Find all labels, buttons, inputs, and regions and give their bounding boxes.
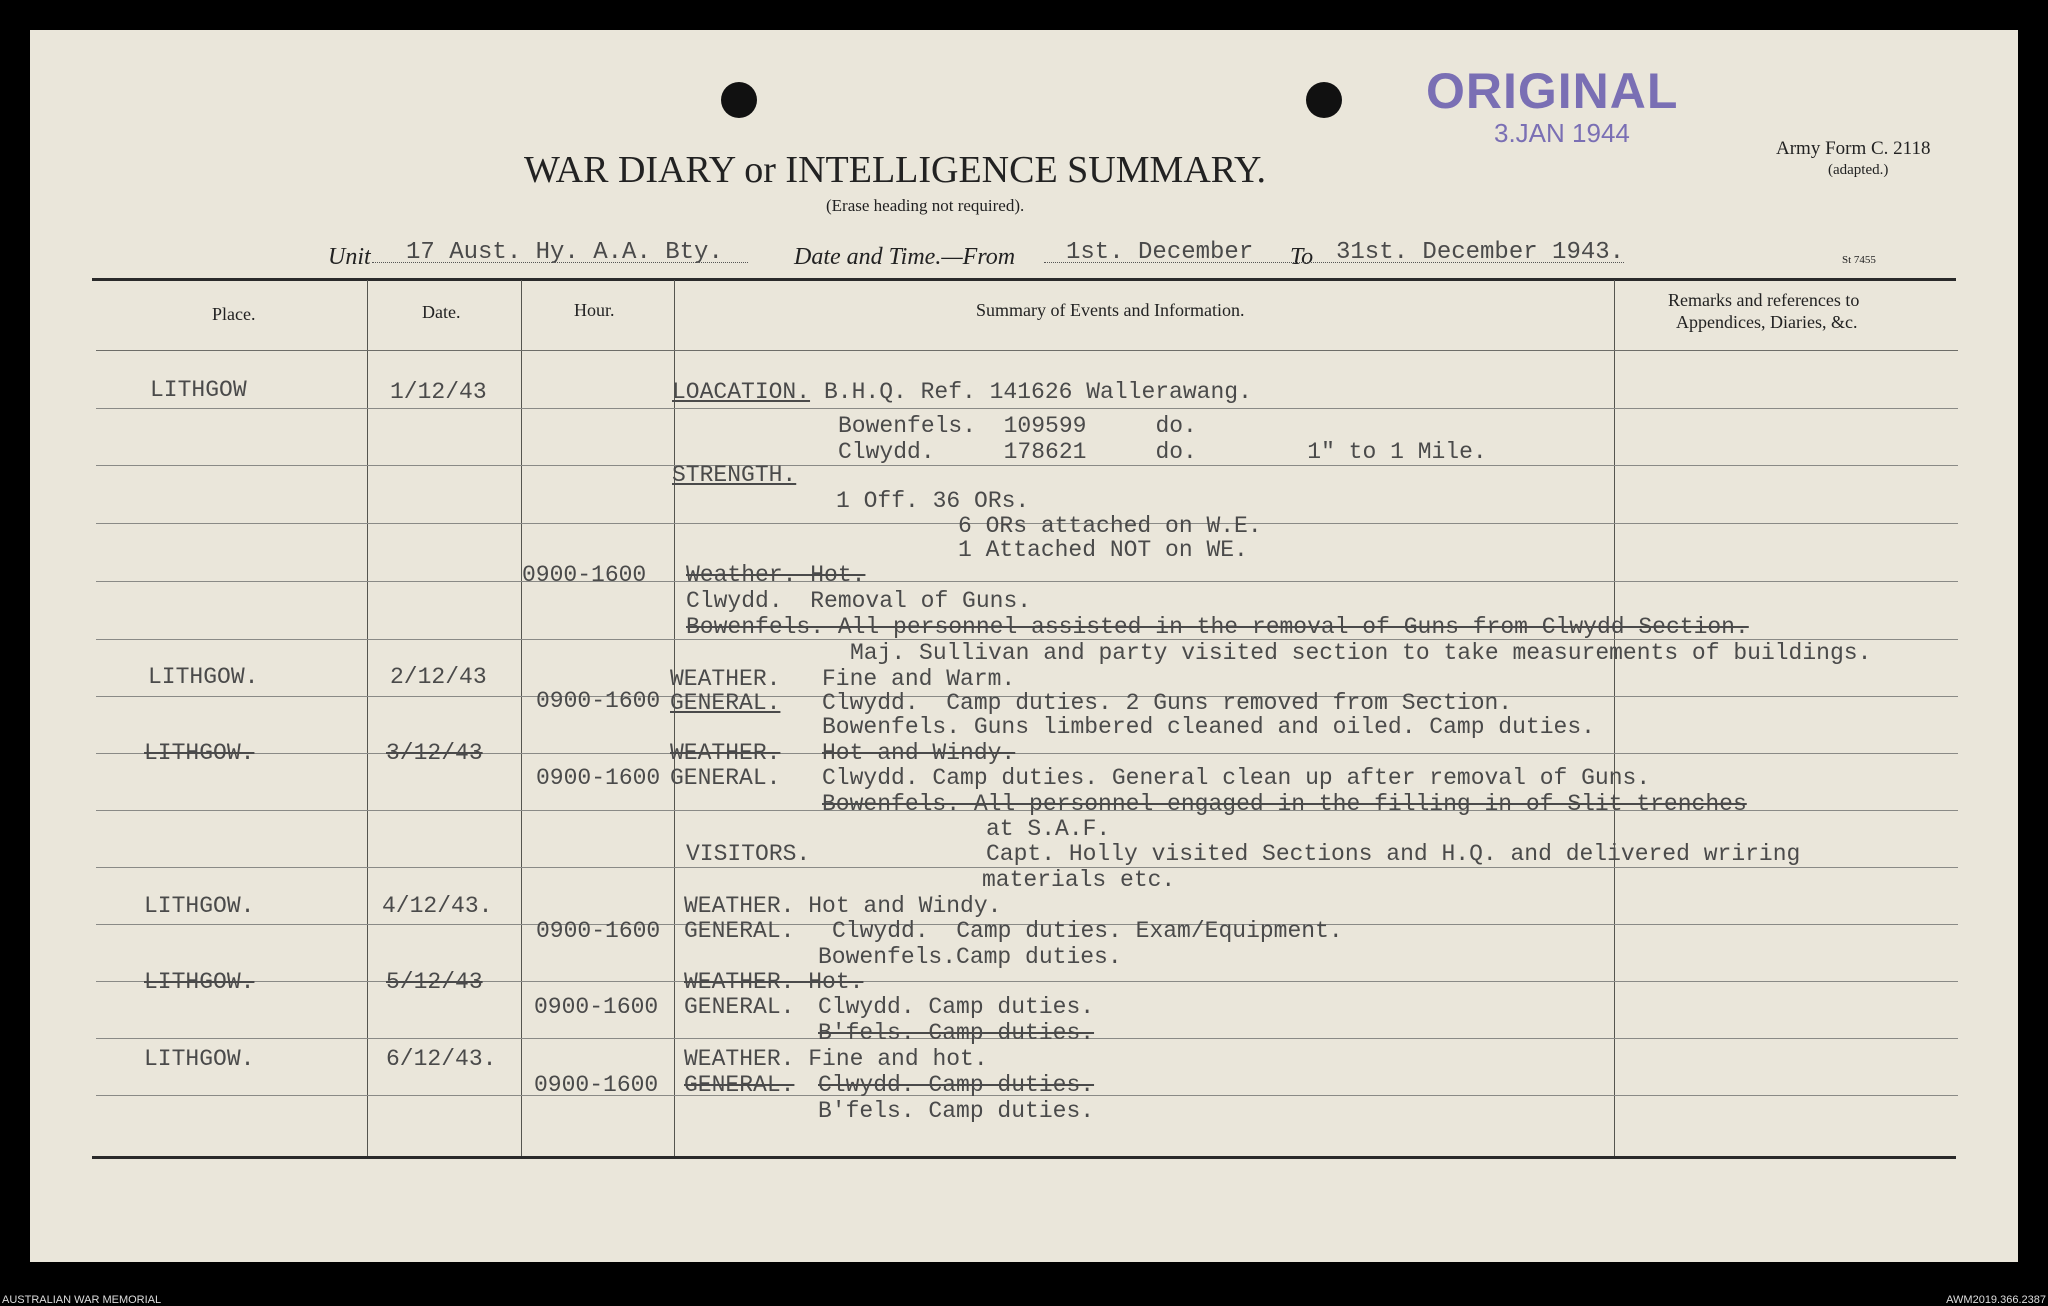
table-top-rule bbox=[92, 278, 1956, 281]
to-value: 31st. December 1943. bbox=[1336, 239, 1625, 266]
entry-place: LITHGOW. bbox=[144, 740, 255, 766]
to-label: To bbox=[1290, 244, 1314, 270]
entry-place: LITHGOW. bbox=[144, 969, 255, 995]
summary-line: Weather. Hot. bbox=[686, 562, 866, 588]
army-form-note: (adapted.) bbox=[1828, 162, 1889, 178]
strength-heading: STRENGTH. bbox=[672, 462, 797, 488]
summary-line: Clwydd. Removal of Guns. bbox=[686, 588, 1032, 614]
summary-line: materials etc. bbox=[982, 867, 1176, 893]
summary-line: Maj. Sullivan and party visited section to take measurements of buildings. bbox=[850, 640, 1872, 666]
entry-hour: 0900-1600 bbox=[536, 765, 661, 791]
summary-line: WEATHER. bbox=[670, 740, 781, 766]
unit-label: Unit bbox=[328, 244, 371, 270]
date-time-label: Date and Time.—From bbox=[794, 244, 1016, 270]
summary-line: WEATHER. Hot. bbox=[684, 969, 864, 995]
entry-date: 2/12/43 bbox=[390, 664, 487, 690]
column-header-summary: Summary of Events and Information. bbox=[976, 300, 1245, 320]
summary-line: GENERAL. bbox=[670, 690, 781, 716]
entry-hour: 0900-1600 bbox=[536, 688, 661, 714]
summary-line: WEATHER. bbox=[670, 666, 781, 692]
location-heading: LOACATION. bbox=[672, 379, 811, 405]
entry-date: 6/12/43. bbox=[386, 1046, 497, 1072]
summary-line: Bowenfels. All personnel assisted in the removal of Guns from Clwydd Section. bbox=[686, 614, 1749, 640]
entry-date: 4/12/43. bbox=[382, 893, 493, 919]
entry-hour: 0900-1600 bbox=[534, 994, 659, 1020]
punch-hole-left bbox=[721, 82, 757, 118]
summary-line: B'fels. Camp duties. bbox=[818, 1020, 1095, 1046]
summary-line: 6 ORs attached on W.E. bbox=[958, 513, 1262, 539]
summary-line: Clwydd. Camp duties. Exam/Equipment. bbox=[832, 918, 1343, 944]
form-subtitle: (Erase heading not required). bbox=[826, 196, 1025, 215]
from-value: 1st. December bbox=[1066, 239, 1254, 266]
entry-hour: 0900-1600 bbox=[536, 918, 661, 944]
summary-line: Bowenfels. Guns limbered cleaned and oiled. Camp duties. bbox=[822, 714, 1595, 740]
column-header-hour: Hour. bbox=[574, 300, 615, 320]
entry-place: LITHGOW. bbox=[144, 1046, 255, 1072]
summary-line: Bowenfels. All personnel engaged in the filling in of Slit trenches bbox=[822, 791, 1747, 817]
entry-place: LITHGOW. bbox=[148, 664, 259, 690]
summary-line: Bowenfels. 109599 do. bbox=[838, 413, 1197, 439]
summary-line: WEATHER. Hot and Windy. bbox=[684, 893, 1002, 919]
entry-date: 5/12/43 bbox=[386, 969, 483, 995]
entry-date: 3/12/43 bbox=[386, 740, 483, 766]
footer-source: AUSTRALIAN WAR MEMORIAL bbox=[2, 1294, 162, 1306]
army-form-number: Army Form C. 2118 bbox=[1776, 138, 1931, 159]
summary-line: Capt. Holly visited Sections and H.Q. and delivered wriring bbox=[986, 841, 1801, 867]
punch-hole-right bbox=[1306, 82, 1342, 118]
summary-line: GENERAL. bbox=[684, 918, 795, 944]
entry-date: 1/12/43 bbox=[390, 379, 487, 405]
column-header-date: Date. bbox=[422, 302, 461, 322]
table-bottom-rule bbox=[92, 1156, 1956, 1159]
summary-line: Clwydd. Camp duties. bbox=[818, 1072, 1095, 1098]
summary-line: WEATHER. Fine and hot. bbox=[684, 1046, 988, 1072]
summary-line: at S.A.F. bbox=[986, 816, 1111, 842]
summary-line: Fine and Warm. bbox=[822, 666, 1016, 692]
entry-place: LITHGOW bbox=[150, 377, 247, 403]
summary-line: GENERAL. bbox=[670, 765, 781, 791]
summary-line: GENERAL. bbox=[684, 994, 795, 1020]
summary-line: Clwydd. 178621 do. 1" to 1 Mile. bbox=[838, 439, 1487, 465]
summary-line: B'fels. Camp duties. bbox=[818, 1098, 1095, 1124]
summary-line: Clwydd. Camp duties. bbox=[818, 994, 1095, 1020]
original-stamp: ORIGINAL bbox=[1426, 63, 1679, 119]
stock-number: St 7455 bbox=[1842, 254, 1876, 266]
summary-line: Clwydd. Camp duties. 2 Guns removed from Section. bbox=[822, 690, 1513, 716]
entry-place: LITHGOW. bbox=[144, 893, 255, 919]
summary-line: VISITORS. bbox=[686, 841, 811, 867]
entry-hour: 0900-1600 bbox=[534, 1072, 659, 1098]
form-title: WAR DIARY or INTELLIGENCE SUMMARY. bbox=[524, 149, 1267, 191]
column-header-remarks-2: Appendices, Diaries, &c. bbox=[1676, 312, 1858, 332]
summary-line: 1 Off. 36 ORs. bbox=[836, 488, 1030, 514]
unit-value: 17 Aust. Hy. A.A. Bty. bbox=[406, 239, 723, 266]
summary-line: B.H.Q. Ref. 141626 Wallerawang. bbox=[824, 379, 1252, 405]
column-header-place: Place. bbox=[212, 304, 256, 324]
column-header-remarks-1: Remarks and references to bbox=[1668, 290, 1860, 310]
stamp-date: 3.JAN 1944 bbox=[1494, 118, 1630, 148]
summary-line: Bowenfels.Camp duties. bbox=[818, 944, 1122, 970]
entry-hour: 0900-1600 bbox=[522, 562, 647, 588]
footer-accession: AWM2019.366.2387 bbox=[1946, 1294, 2046, 1306]
summary-line: GENERAL. bbox=[684, 1072, 795, 1098]
summary-line: 1 Attached NOT on WE. bbox=[958, 537, 1248, 563]
summary-line: Hot and Windy. bbox=[822, 740, 1016, 766]
summary-line: Clwydd. Camp duties. General clean up after removal of Guns. bbox=[822, 765, 1651, 791]
